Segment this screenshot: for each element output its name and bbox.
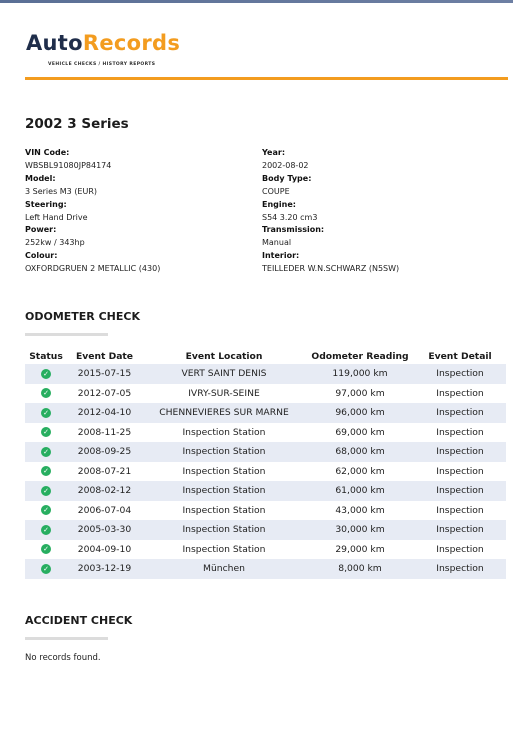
spec-label: Engine: (262, 199, 296, 209)
odometer-reading: 30,000 km (306, 520, 414, 540)
spec-value: 252kw / 343hp (25, 238, 85, 248)
event-date: 2003-12-19 (67, 559, 142, 579)
event-detail: Inspection (436, 426, 484, 438)
table-row (25, 442, 506, 462)
top-accent-bar (0, 0, 513, 3)
table-row (25, 423, 506, 443)
table-row (25, 559, 506, 579)
odometer-reading: 119,000 km (306, 364, 414, 384)
event-location: Inspection Station (142, 481, 306, 501)
event-location: München (142, 559, 306, 579)
spec-value: Left Hand Drive (25, 212, 88, 222)
odometer-reading: 61,000 km (306, 481, 414, 501)
event-date: 2008-07-21 (77, 465, 132, 477)
check-circle-icon: ✓ (41, 369, 51, 379)
event-location: VERT SAINT DENIS (142, 364, 306, 384)
vehicle-specs-left (25, 147, 160, 276)
column-header-event-date: Event Date (75, 350, 134, 362)
check-circle-icon: ✓ (41, 505, 51, 515)
status-cell (25, 423, 67, 443)
status-cell (25, 559, 67, 579)
event-detail: Inspection (436, 504, 484, 516)
column-header-event-location: Event Location (185, 350, 263, 362)
event-detail: Inspection (414, 442, 506, 462)
brand-logo[interactable] (26, 33, 180, 54)
event-date: 2006-07-04 (77, 504, 132, 516)
spec-value: 3 Series M3 (EUR) (25, 186, 98, 196)
spec-label: Interior: (262, 251, 300, 261)
event-date: 2008-09-25 (67, 442, 142, 462)
check-circle-icon: ✓ (41, 564, 51, 574)
odometer-reading: 62,000 km (335, 465, 385, 477)
odometer-reading: 97,000 km (335, 387, 385, 399)
event-detail: Inspection (436, 465, 484, 477)
table-row (25, 403, 506, 423)
status-cell (25, 520, 67, 540)
vehicle-title: 2002 3 Series (25, 116, 129, 132)
event-location: CHENNEVIERES SUR MARNE (142, 403, 306, 423)
status-cell (25, 403, 67, 423)
table-row (25, 364, 506, 384)
spec-value: 2002-08-02 (262, 160, 309, 170)
odometer-reading: 69,000 km (335, 426, 385, 438)
spec-label: Power: (25, 225, 57, 235)
check-circle-icon: ✓ (41, 544, 51, 554)
odometer-section-rule (25, 333, 108, 336)
status-cell (25, 540, 67, 560)
event-detail: Inspection (436, 387, 484, 399)
spec-label: VIN Code: (25, 148, 70, 157)
event-location: Inspection Station (142, 442, 306, 462)
check-circle-icon: ✓ (41, 427, 51, 437)
event-detail: Inspection (414, 520, 506, 540)
check-circle-icon: ✓ (41, 525, 51, 535)
event-date: 2008-02-12 (67, 481, 142, 501)
event-detail: Inspection (414, 403, 506, 423)
table-row (25, 462, 506, 482)
status-cell (25, 364, 67, 384)
column-header-status: Status (29, 350, 63, 362)
odometer-section-title: ODOMETER CHECK (25, 310, 141, 323)
event-date: 2005-03-30 (67, 520, 142, 540)
spec-label: Steering: (25, 199, 67, 209)
event-location: Inspection Station (142, 520, 306, 540)
table-row (25, 384, 506, 404)
odometer-reading: 8,000 km (306, 559, 414, 579)
table-row (25, 540, 506, 560)
accident-no-records-message: No records found. (25, 653, 101, 663)
status-cell (25, 481, 67, 501)
spec-value: OXFORDGRUEN 2 METALLIC (430) (25, 264, 161, 274)
spec-value: TEILLEDER W.N.SCHWARZ (N5SW) (262, 264, 400, 274)
spec-label: Body Type: (262, 173, 312, 183)
odometer-reading: 43,000 km (335, 504, 385, 516)
odometer-table (25, 348, 506, 579)
event-date: 2008-11-25 (77, 426, 132, 438)
odometer-reading: 68,000 km (306, 442, 414, 462)
table-row (25, 520, 506, 540)
event-date: 2012-04-10 (67, 403, 142, 423)
table-header-row (25, 348, 506, 364)
odometer-reading: 96,000 km (306, 403, 414, 423)
spec-value: COUPE (262, 186, 290, 196)
status-cell (25, 462, 67, 482)
header-divider (25, 77, 508, 80)
spec-label: Year: (262, 148, 286, 157)
brand-name-part2: Records (82, 31, 181, 55)
accident-section-rule (25, 637, 108, 640)
accident-section-title: ACCIDENT CHECK (25, 614, 133, 627)
event-location: Inspection Station (182, 543, 266, 555)
event-detail: Inspection (414, 364, 506, 384)
spec-value: S54 3.20 cm3 (262, 212, 318, 222)
spec-label: Colour: (25, 251, 58, 261)
brand-name-part1: Auto (26, 31, 83, 55)
event-location: Inspection Station (182, 504, 266, 516)
check-circle-icon: ✓ (41, 408, 51, 418)
status-cell (25, 501, 67, 521)
check-circle-icon: ✓ (41, 447, 51, 457)
event-date: 2015-07-15 (67, 364, 142, 384)
status-cell (25, 384, 67, 404)
spec-value: WBSBL91080JP84174 (25, 160, 112, 170)
event-location: Inspection Station (182, 426, 266, 438)
event-date: 2004-09-10 (77, 543, 132, 555)
column-header-odometer-reading: Odometer Reading (311, 350, 409, 362)
check-circle-icon: ✓ (41, 486, 51, 496)
spec-value: Manual (262, 238, 292, 248)
odometer-reading: 29,000 km (335, 543, 385, 555)
event-location: Inspection Station (182, 465, 266, 477)
table-row (25, 481, 506, 501)
brand-tagline: VEHICLE CHECKS / HISTORY REPORTS (48, 62, 156, 67)
event-detail: Inspection (414, 481, 506, 501)
table-row (25, 501, 506, 521)
event-detail: Inspection (436, 543, 484, 555)
column-header-event-detail: Event Detail (428, 350, 492, 362)
vehicle-specs-right (262, 147, 399, 276)
check-circle-icon: ✓ (41, 388, 51, 398)
event-date: 2012-07-05 (77, 387, 132, 399)
spec-label: Transmission: (262, 225, 325, 235)
event-detail: Inspection (414, 559, 506, 579)
spec-label: Model: (25, 173, 56, 183)
check-circle-icon: ✓ (41, 466, 51, 476)
event-location: IVRY-SUR-SEINE (188, 387, 260, 399)
status-cell (25, 442, 67, 462)
